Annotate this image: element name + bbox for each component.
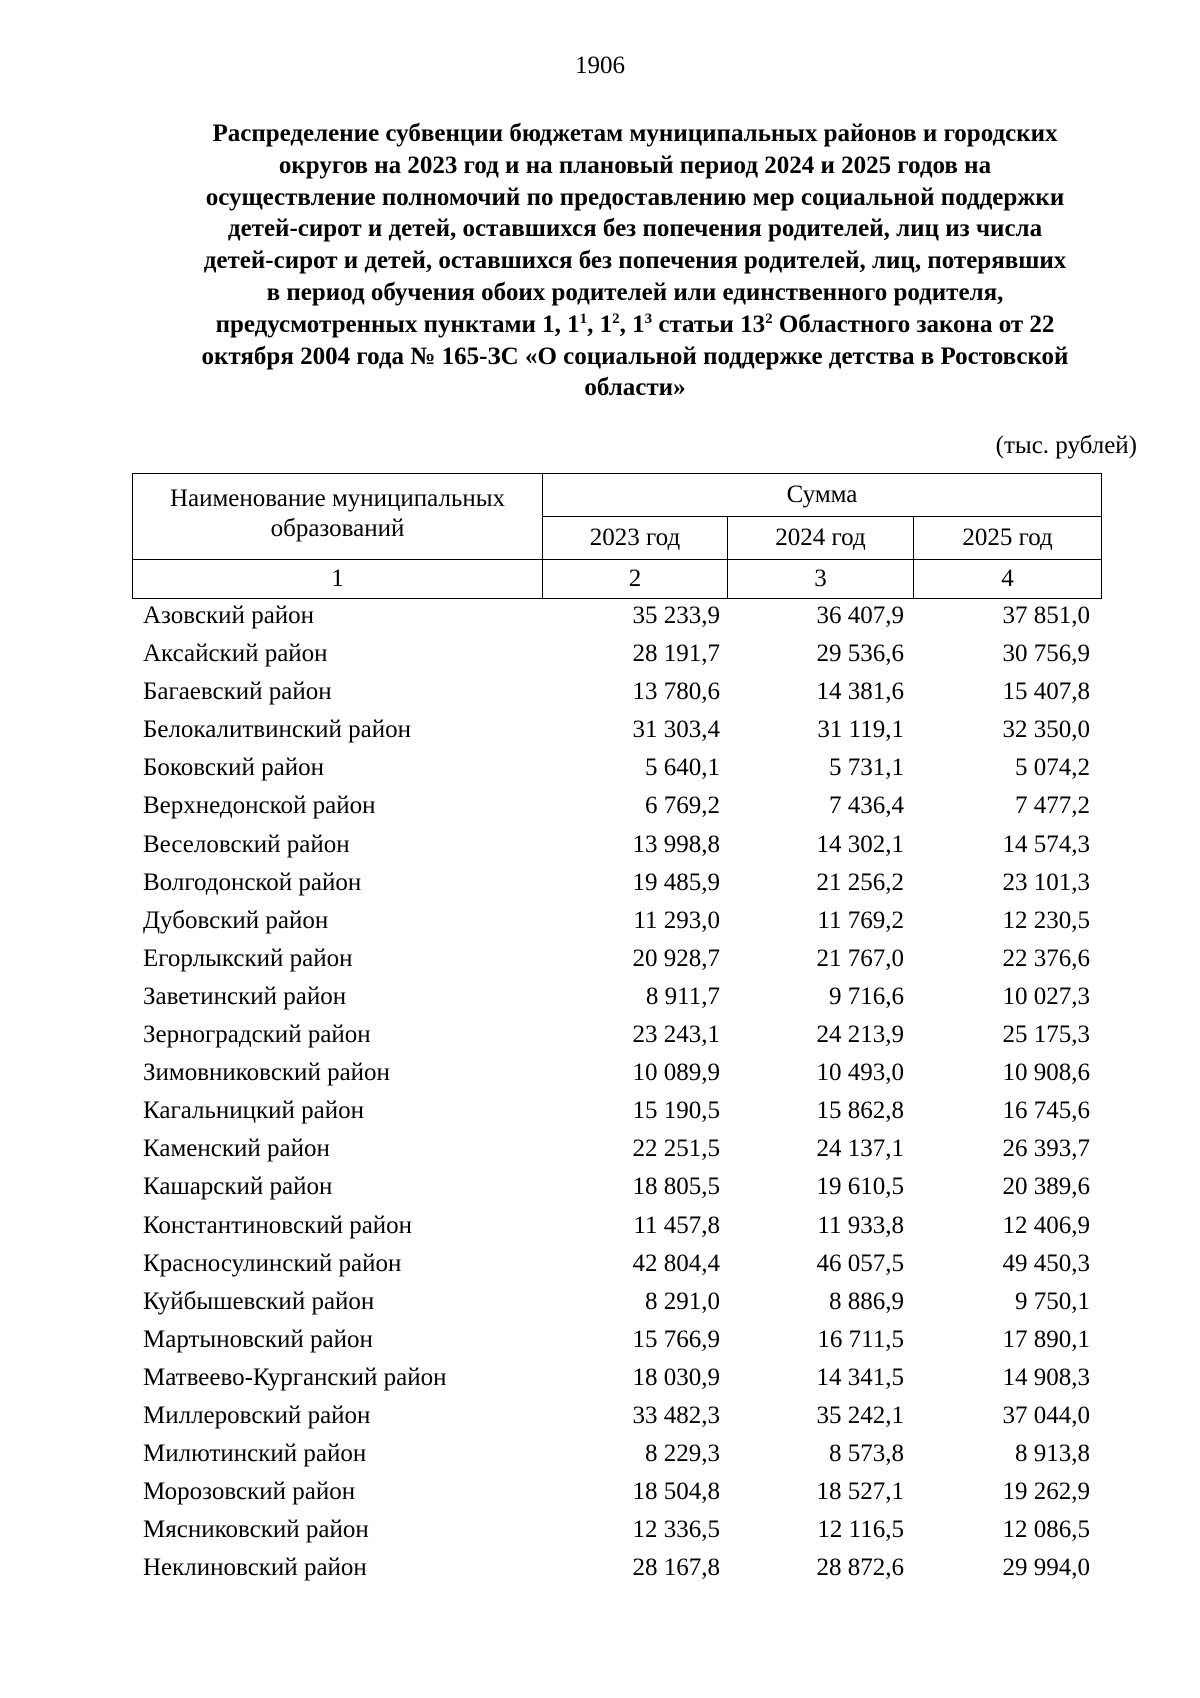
- table-row: [0, 1245, 1200, 1283]
- value-2025: 10 027,3: [1002, 982, 1090, 1010]
- district-name: Верхнедонской район: [143, 792, 376, 820]
- district-name: Константиновский район: [143, 1211, 413, 1239]
- title-line: области»: [584, 374, 686, 402]
- table-row: [0, 1511, 1200, 1549]
- value-2025: 17 890,1: [1002, 1325, 1090, 1353]
- table-row: [0, 1016, 1200, 1054]
- district-name: Кагальницкий район: [143, 1097, 365, 1125]
- value-2024: 21 767,0: [816, 944, 904, 972]
- value-2024: 29 536,6: [816, 640, 904, 668]
- value-2024: 35 242,1: [816, 1401, 904, 1429]
- value-2025: 14 908,3: [1002, 1363, 1090, 1391]
- table-row: [0, 1359, 1200, 1397]
- table-row: [0, 711, 1200, 749]
- column-number: 2: [543, 560, 728, 599]
- value-2025: 8 913,8: [1015, 1440, 1090, 1468]
- value-2024: 14 341,5: [816, 1363, 904, 1391]
- value-2023: 5 640,1: [645, 754, 720, 782]
- value-2025: 5 074,2: [1015, 754, 1090, 782]
- table-row: [0, 1207, 1200, 1245]
- value-2025: 32 350,0: [1002, 716, 1090, 744]
- title-line: осуществление полномочий по предоставлению мер социальной поддержки: [205, 183, 1065, 211]
- value-2025: 49 450,3: [1002, 1249, 1090, 1277]
- table-row: [0, 864, 1200, 902]
- title-line: детей-сирот и детей, оставшихся без попечения родителей, лиц из числа: [227, 215, 1043, 243]
- table-row: [0, 826, 1200, 864]
- header-year-2024: 2024 год: [728, 517, 914, 560]
- value-2023: 15 766,9: [632, 1325, 720, 1353]
- district-name: Егорлыкский район: [143, 944, 353, 972]
- page-number: 1906: [575, 52, 625, 79]
- table-row: [0, 1549, 1200, 1587]
- value-2025: 9 750,1: [1015, 1287, 1090, 1315]
- title-fragment: Областного закона от 22: [772, 310, 1055, 338]
- district-name: Кашарский район: [143, 1173, 333, 1201]
- title-fragment: предусмотренных пунктами 1, 1: [215, 310, 580, 338]
- units-note: (тыс. рублей): [995, 432, 1137, 459]
- header-year-2023: 2023 год: [543, 517, 728, 560]
- header-name-column: Наименование муниципальных образований: [133, 474, 543, 560]
- value-2023: 11 293,0: [633, 906, 720, 934]
- value-2025: 23 101,3: [1002, 868, 1090, 896]
- value-2025: 12 086,5: [1002, 1516, 1090, 1544]
- superscript: 2: [765, 310, 773, 327]
- value-2023: 18 805,5: [632, 1173, 720, 1201]
- table-header: [132, 473, 1102, 599]
- table-row: [0, 902, 1200, 940]
- value-2023: 12 336,5: [632, 1516, 720, 1544]
- value-2023: 35 233,9: [632, 602, 720, 629]
- district-name: Мартыновский район: [143, 1325, 373, 1353]
- table-row: [0, 673, 1200, 711]
- value-2025: 22 376,6: [1002, 944, 1090, 972]
- value-2024: 10 493,0: [816, 1059, 904, 1087]
- district-name: Волгодонской район: [143, 868, 362, 896]
- district-name: Милютинский район: [143, 1440, 367, 1468]
- value-2023: 13 998,8: [632, 830, 720, 858]
- value-2024: 11 769,2: [817, 906, 904, 934]
- district-name: Зерноградский район: [143, 1021, 371, 1049]
- district-name: Миллеровский район: [143, 1401, 371, 1429]
- table-row: [0, 1168, 1200, 1206]
- value-2023: 15 190,5: [632, 1097, 720, 1125]
- title-fragment: , 1: [587, 310, 613, 338]
- district-name: Мясниковский район: [143, 1516, 369, 1544]
- value-2023: 8 911,7: [645, 982, 720, 1010]
- superscript: 2: [612, 310, 620, 327]
- value-2025: 20 389,6: [1002, 1173, 1090, 1201]
- header-year-2025: 2025 год: [914, 517, 1102, 560]
- value-2024: 24 137,1: [816, 1135, 904, 1163]
- value-2024: 46 057,5: [816, 1249, 904, 1277]
- table-row: [0, 787, 1200, 825]
- table-row: [0, 1321, 1200, 1359]
- title-line: в период обучения обоих родителей или единственного родителя,: [266, 278, 1004, 306]
- table-body: [0, 597, 1200, 1587]
- table-row: [0, 635, 1200, 673]
- value-2024: 9 716,6: [829, 982, 904, 1010]
- value-2024: 15 862,8: [816, 1097, 904, 1125]
- district-name: Морозовский район: [143, 1478, 356, 1506]
- table-row: [0, 1130, 1200, 1168]
- value-2024: 18 527,1: [816, 1478, 904, 1506]
- value-2023: 10 089,9: [632, 1059, 720, 1087]
- value-2025: 29 994,0: [1002, 1554, 1090, 1582]
- district-name: Белокалитвинский район: [143, 716, 411, 744]
- value-2024: 16 711,5: [817, 1325, 904, 1353]
- title-line: [140, 309, 1130, 341]
- value-2023: 18 504,8: [632, 1478, 720, 1506]
- value-2023: 8 229,3: [645, 1440, 720, 1468]
- table-row: [0, 1435, 1200, 1473]
- table-row: [0, 1473, 1200, 1511]
- value-2025: 19 262,9: [1002, 1478, 1090, 1506]
- value-2024: 14 381,6: [816, 678, 904, 706]
- value-2023: 31 303,4: [632, 716, 720, 744]
- value-2025: 37 851,0: [1002, 602, 1090, 629]
- value-2024: 24 213,9: [816, 1021, 904, 1049]
- value-2023: 20 928,7: [632, 944, 720, 972]
- district-name: Заветинский район: [143, 982, 347, 1010]
- district-name: Боковский район: [143, 754, 324, 782]
- title-line: округов на 2023 год и на плановый период 2024 и 2025 годов на: [278, 151, 992, 179]
- header-sum: Сумма: [543, 474, 1102, 517]
- district-name: Дубовский район: [143, 906, 329, 934]
- document-title: [140, 118, 1130, 404]
- district-name: Азовский район: [143, 602, 315, 629]
- value-2024: 19 610,5: [816, 1173, 904, 1201]
- value-2023: 8 291,0: [645, 1287, 720, 1315]
- value-2023: 42 804,4: [632, 1249, 720, 1277]
- table-row: [0, 597, 1200, 635]
- value-2024: 8 886,9: [829, 1287, 904, 1315]
- title-line: Распределение субвенции бюджетам муниципальных районов и городских: [212, 120, 1058, 147]
- value-2025: 12 230,5: [1002, 906, 1090, 934]
- district-name: Матвеево-Курганский район: [143, 1363, 447, 1391]
- value-2024: 8 573,8: [829, 1440, 904, 1468]
- value-2023: 13 780,6: [632, 678, 720, 706]
- value-2025: 30 756,9: [1002, 640, 1090, 668]
- district-name: Куйбышевский район: [143, 1287, 375, 1315]
- district-name: Аксайский район: [143, 640, 328, 668]
- superscript: 1: [579, 310, 588, 327]
- value-2023: 33 482,3: [632, 1401, 720, 1429]
- title-line: октября 2004 года № 165-ЗС «О социальной поддержке детства в Ростовской: [201, 342, 1069, 370]
- value-2023: 18 030,9: [632, 1363, 720, 1391]
- value-2024: 14 302,1: [816, 830, 904, 858]
- title-fragment: , 1: [619, 310, 645, 338]
- value-2025: 14 574,3: [1002, 830, 1090, 858]
- superscript: 3: [644, 310, 653, 327]
- value-2025: 12 406,9: [1002, 1211, 1090, 1239]
- value-2025: 16 745,6: [1002, 1097, 1090, 1125]
- value-2025: 37 044,0: [1002, 1401, 1090, 1429]
- value-2024: 31 119,1: [817, 716, 904, 744]
- value-2025: 7 477,2: [1015, 792, 1090, 820]
- value-2023: 6 769,2: [645, 792, 720, 820]
- district-name: Красносулинский район: [143, 1249, 402, 1277]
- value-2023: 11 457,8: [633, 1211, 720, 1239]
- value-2023: 28 191,7: [632, 640, 720, 668]
- district-name: Багаевский район: [143, 678, 332, 706]
- district-name: Зимовниковский район: [143, 1059, 390, 1087]
- district-name: Каменский район: [143, 1135, 330, 1163]
- value-2024: 5 731,1: [829, 754, 904, 782]
- value-2024: 11 933,8: [817, 1211, 904, 1239]
- value-2023: 19 485,9: [632, 868, 720, 896]
- value-2025: 25 175,3: [1002, 1021, 1090, 1049]
- title-line: детей-сирот и детей, оставшихся без попечения родителей, лиц, потерявших: [203, 247, 1067, 275]
- table-row: [0, 1054, 1200, 1092]
- table-row: [0, 749, 1200, 787]
- column-number: 4: [914, 560, 1102, 599]
- table-row: [0, 1283, 1200, 1321]
- table-row: [0, 940, 1200, 978]
- value-2025: 10 908,6: [1002, 1059, 1090, 1087]
- value-2023: 22 251,5: [632, 1135, 720, 1163]
- district-name: Неклиновский район: [143, 1554, 367, 1582]
- value-2024: 12 116,5: [817, 1516, 904, 1544]
- value-2025: 26 393,7: [1002, 1135, 1090, 1163]
- table-row: [0, 1397, 1200, 1435]
- table-row: [0, 978, 1200, 1016]
- value-2025: 15 407,8: [1002, 678, 1090, 706]
- value-2024: 36 407,9: [816, 602, 904, 629]
- value-2024: 21 256,2: [816, 868, 904, 896]
- value-2024: 7 436,4: [829, 792, 904, 820]
- column-number: 1: [133, 560, 543, 599]
- value-2023: 28 167,8: [632, 1554, 720, 1582]
- column-number: 3: [728, 560, 914, 599]
- value-2023: 23 243,1: [632, 1021, 720, 1049]
- district-name: Веселовский район: [143, 830, 350, 858]
- table-row: [0, 1092, 1200, 1130]
- title-fragment: статьи 13: [652, 310, 766, 338]
- value-2024: 28 872,6: [816, 1554, 904, 1582]
